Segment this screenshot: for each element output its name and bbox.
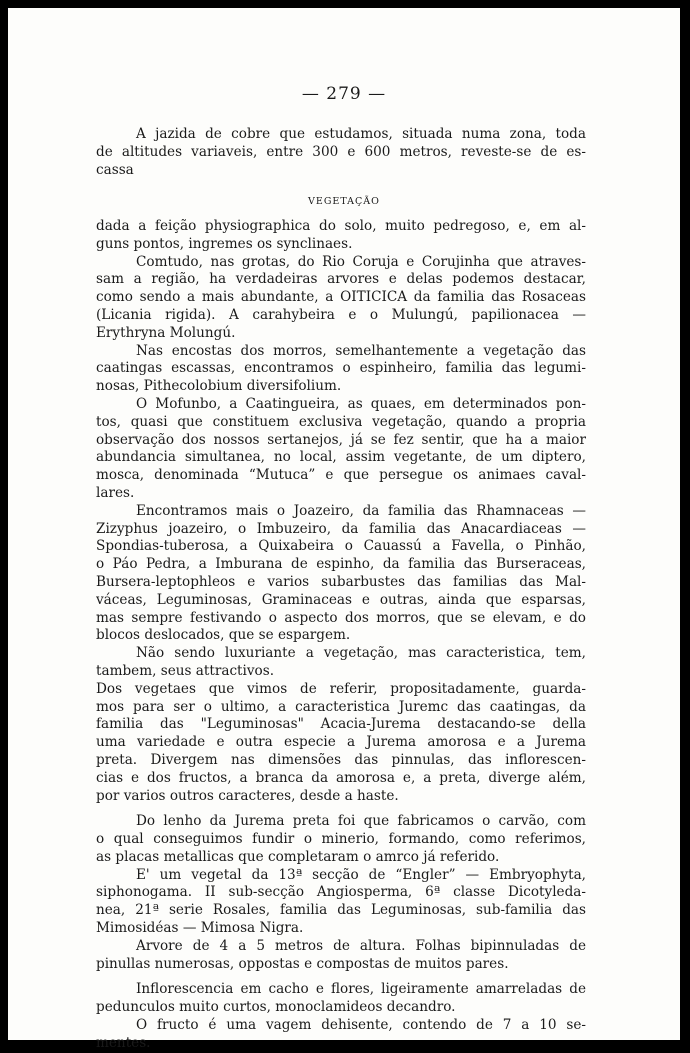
text-line: blocos deslocados, que se espargem. xyxy=(96,627,351,644)
text-line: caatingas escassas, encontramos o espinheiro, familia das legumi- xyxy=(96,360,586,377)
section-title: VEGETAÇÃO xyxy=(308,196,380,207)
text-line: por varios outros caracteres, desde a haste. xyxy=(96,787,399,804)
text-line: cias e dos fructos, a branca da amorosa e, a preta, diverge além, xyxy=(96,769,586,786)
text-line: abundancia simultanea, no local, assim vegetante, de um diptero, xyxy=(96,449,586,466)
text-line: Não sendo luxuriante a vegetação, mas caracteristica, tem, xyxy=(136,645,586,662)
text-line: de altitudes variaveis, entre 300 e 600 metros, reveste-se de es- xyxy=(96,143,586,160)
text-line: Do lenho da Jurema preta foi que fabricamos o carvão, com xyxy=(136,813,586,830)
text-line: mentes. xyxy=(96,1034,151,1051)
text-line: preta. Divergem nas dimensões das pinnulas, das inflorescen- xyxy=(96,751,586,768)
text-line: Comtudo, nas grotas, do Rio Coruja e Corujinha que atraves- xyxy=(136,253,586,270)
text-line: Spondias-tuberosa, a Quixabeira o Cauassú a Favella, o Pinhão, xyxy=(96,538,586,555)
body-text xyxy=(96,218,586,1053)
text-line: (Licania rigida). A carahybeira e o Mulungú, papilionacea — xyxy=(96,306,586,323)
text-line: Bursera-leptophleos e varios subarbustes das familias das Mal- xyxy=(96,573,586,590)
text-line: Arvore de 4 a 5 metros de altura. Folhas bipinnuladas de xyxy=(136,937,586,954)
text-line: cassa xyxy=(96,161,134,178)
text-line: lares. xyxy=(96,484,135,501)
text-line: mosca, denominada “Mutuca” e que persegue os animaes caval- xyxy=(96,467,586,484)
text-line: observação dos nossos sertanejos, já se fez sentir, que ha a maior xyxy=(96,431,586,448)
text-line: familia das "Leguminosas" Acacia-Jurema destacando-se della xyxy=(96,716,586,733)
text-line: Encontramos mais o Joazeiro, da familia das Rhamnaceas — xyxy=(136,502,586,519)
text-line: sam a região, ha verdadeiras arvores e delas podemos destacar, xyxy=(96,271,586,288)
page-number: — 279 — xyxy=(301,84,387,104)
text-line: mos para ser o ultimo, a caracteristica Juremc das caatingas, da xyxy=(96,698,586,715)
text-line: como sendo a mais abundante, a OITICICA da familia das Rosaceas xyxy=(96,289,586,306)
text-line: A jazida de cobre que estudamos, situada numa zona, toda xyxy=(136,126,586,142)
text-line: as placas metallicas que completaram o amrco já referido. xyxy=(96,848,500,865)
text-line: nea, 21ª serie Rosales, familia das Leguminosas, sub-familia das xyxy=(96,902,586,919)
document-page xyxy=(8,8,680,1051)
text-line: Nas encostas dos morros, semelhantemente a vegetação das xyxy=(136,342,586,359)
text-line: O Mofunbo, a Caatingueira, as quaes, em determinados pon- xyxy=(136,395,586,412)
text-line: váceas, Leguminosas, Graminaceas e outras, ainda que esparsas, xyxy=(96,591,586,608)
text-line: uma variedade e outra especie a Jurema amorosa e a Jurema xyxy=(96,734,586,751)
text-line: E' um vegetal da 13ª secção de “Engler” — Embryophyta, xyxy=(136,866,586,883)
text-line: guns pontos, ingremes os synclinaes. xyxy=(96,235,353,252)
text-line: tos, quasi que constituem exclusiva vegetação, quando a propria xyxy=(96,413,586,430)
text-line: nosas, Pithecolobium diversifolium. xyxy=(96,378,342,395)
text-line: Erythryna Molungú. xyxy=(96,324,236,341)
text-line: Mimosidéas — Mimosa Nigra. xyxy=(96,920,304,937)
text-line: siphonogama. II sub-secção Angiosperma, 6ª classe Dicotyleda- xyxy=(96,884,586,901)
text-line: pedunculos muito curtos, monoclamideos decandro. xyxy=(96,999,456,1016)
text-line: Zizyphus joazeiro, o Imbuzeiro, da familia das Anacardiaceas — xyxy=(96,520,586,537)
text-line: O fructo é uma vagem dehisente, contendo de 7 a 10 se- xyxy=(136,1017,586,1034)
text-line: o qual conseguimos fundir o minerio, formando, como referimos, xyxy=(96,831,586,848)
text-line: Dos vegetaes que vimos de referir, propositadamente, guarda- xyxy=(96,680,586,697)
intro-paragraph xyxy=(96,126,586,179)
text-line: o Páo Pedra, a Imburana de espinho, da familia das Burseraceas, xyxy=(96,556,586,573)
text-line: dada a feição physiographica do solo, muito pedregoso, e, em al- xyxy=(96,218,586,234)
text-line: mas sempre festivando o aspecto dos morros, que se elevam, e do xyxy=(96,609,586,626)
text-line: pinullas numerosas, oppostas e compostas de muitos pares. xyxy=(96,955,509,972)
text-line: Inflorescencia em cacho e flores, ligeiramente amarreladas de xyxy=(136,981,586,998)
text-line: tambem, seus attractivos. xyxy=(96,662,275,679)
